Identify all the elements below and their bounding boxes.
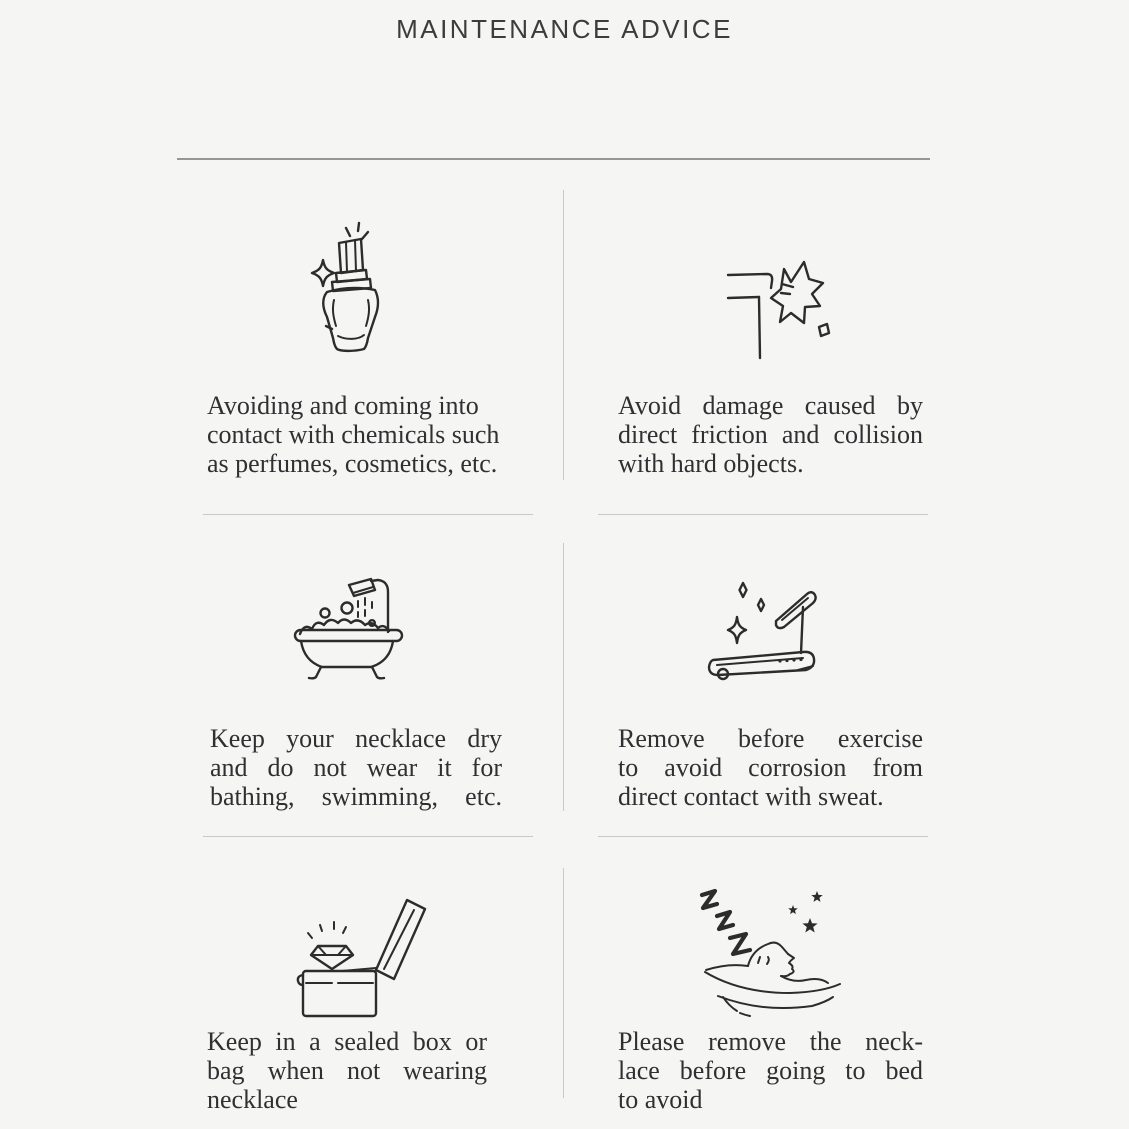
advice-cell-exercise bbox=[598, 514, 928, 836]
horizontal-divider-1-right bbox=[598, 514, 928, 515]
advice-cell-bathing bbox=[203, 514, 533, 836]
vertical-divider-row3 bbox=[563, 868, 564, 1098]
horizontal-divider-1-left bbox=[203, 514, 533, 515]
bathtub-shower-icon bbox=[285, 560, 425, 690]
treadmill-icon bbox=[700, 575, 830, 690]
horizontal-divider-2-right bbox=[598, 836, 928, 837]
sleeping-person-icon bbox=[690, 880, 850, 1020]
advice-text-storage: Keep in a sealed box or bag when not wearing necklace bbox=[207, 1027, 487, 1114]
hard-object-collision-icon bbox=[700, 250, 850, 380]
advice-cell-sleep bbox=[598, 836, 928, 1129]
perfume-bottle-icon bbox=[290, 210, 450, 370]
advice-cell-collision bbox=[598, 170, 928, 514]
vertical-divider-row1 bbox=[563, 190, 564, 480]
vertical-divider-row2 bbox=[563, 543, 564, 811]
advice-text-sleep: Please remove the neck- lace before going to bed to avoid bbox=[618, 1027, 923, 1114]
page-title: MAINTENANCE ADVICE bbox=[396, 14, 733, 44]
advice-text-exercise: Remove before exercise to avoid corrosion from direct contact with sweat. bbox=[618, 724, 923, 811]
advice-text-chemicals: Avoiding and coming into contact with chemicals such as perfumes, cosmetics, etc. bbox=[207, 391, 500, 478]
advice-cell-chemicals bbox=[203, 170, 533, 514]
top-divider bbox=[177, 158, 930, 160]
advice-text-collision: Avoid damage caused by direct friction and collision with hard objects. bbox=[618, 391, 923, 478]
advice-cell-storage bbox=[203, 836, 533, 1129]
advice-text-bathing: Keep your necklace dry and do not wear it for bathing, swimming, etc. bbox=[210, 724, 502, 811]
jewelry-box-icon bbox=[280, 885, 440, 1025]
horizontal-divider-2-left bbox=[203, 836, 533, 837]
